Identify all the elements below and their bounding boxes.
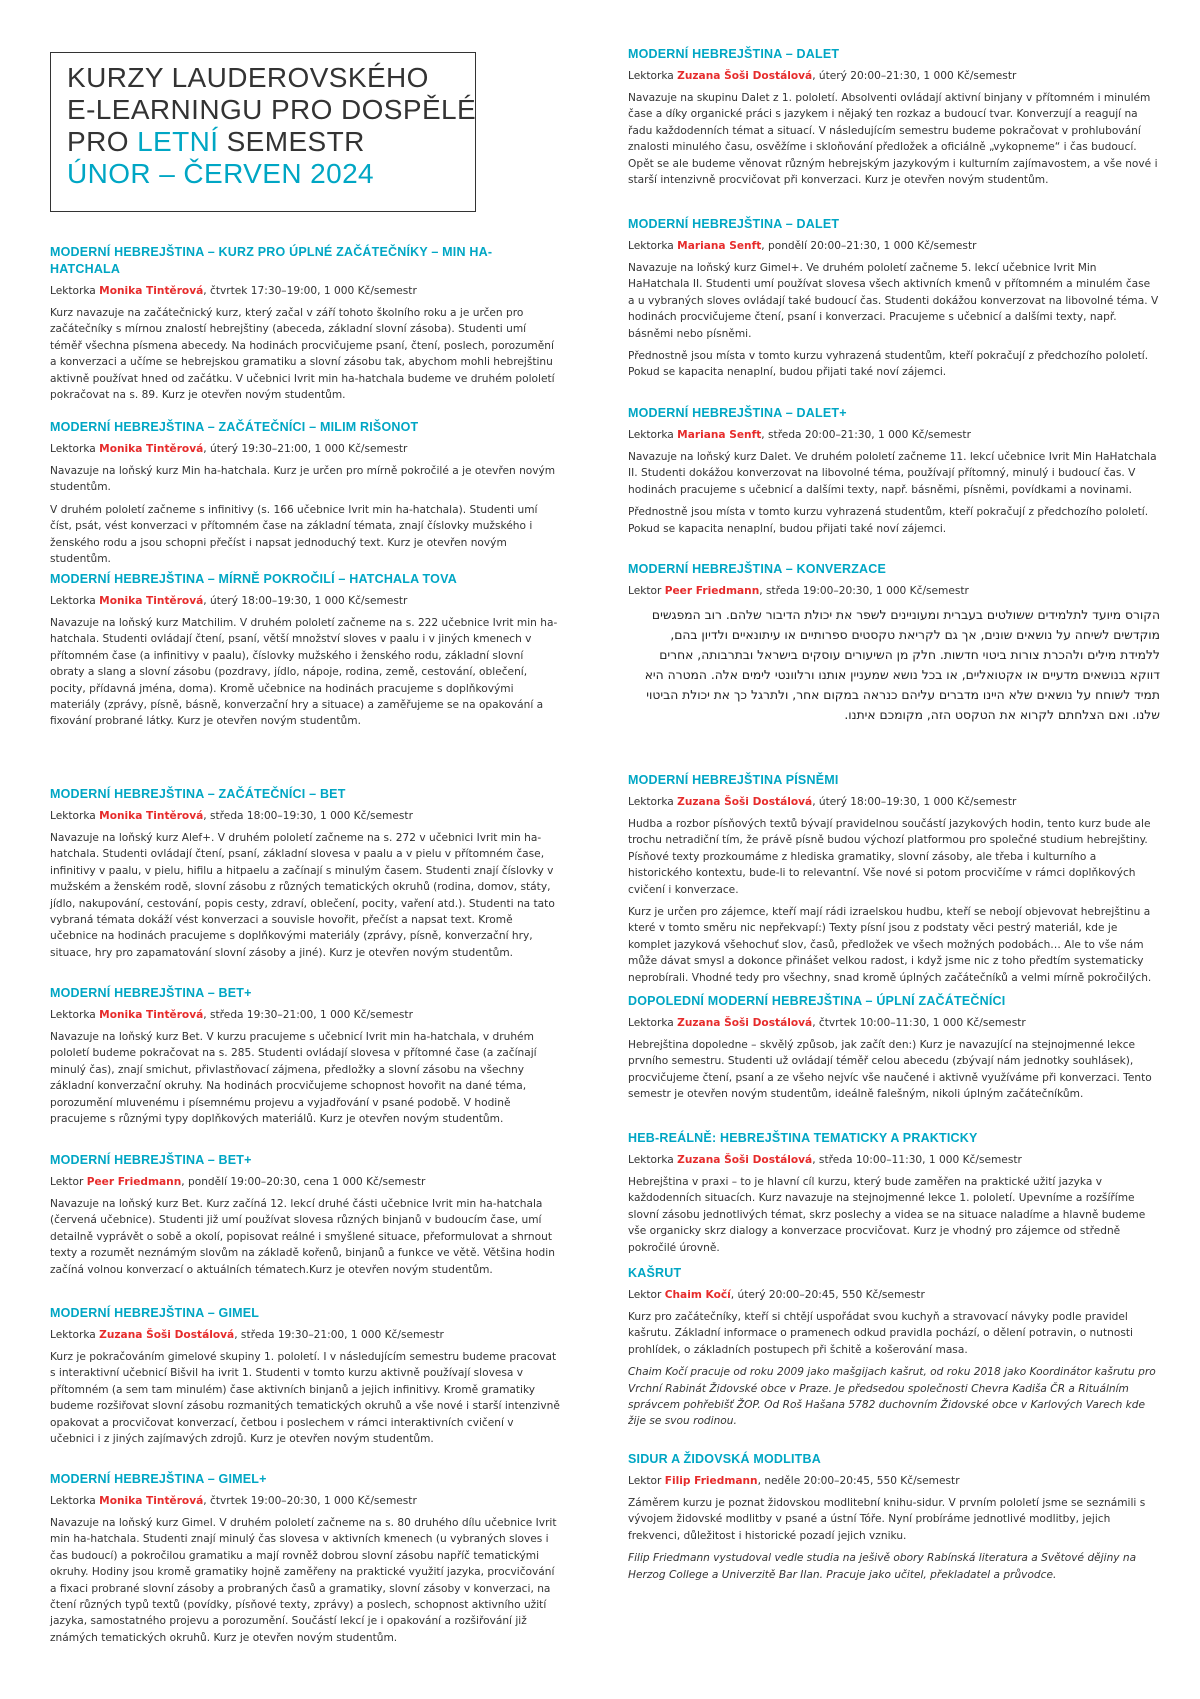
course-description: Hebrejština dopoledne – skvělý způsob, jak začít den:) Kurz je navazující na stejnojmenné lekce prvního semestru. Studenti už ovládají téměř celou abecedu (zbývají nám jednotky souhlásek), procvičujeme čtení, psaní a ze všeho nejvíc vše naučené i aktivně využíváme při konverzaci. Tento semestr je otevřen novým studentům, ideálně falešným, nikoli úplným začátečníkům. (628, 1039, 1152, 1101)
course-meta (50, 1328, 560, 1343)
course-title: MODERNÍ HEBREJŠTINA – BET+ (50, 1153, 252, 1167)
lecturer-name: Peer Friedmann (86, 1176, 182, 1188)
lecturer-name: Zuzana Šoši Dostálová (677, 70, 813, 82)
course-block (628, 216, 1160, 387)
course-title: MODERNÍ HEBREJŠTINA – GIMEL (50, 1306, 260, 1320)
meta-prefix: Lektor (50, 1176, 87, 1188)
course-block (50, 1152, 560, 1284)
meta-prefix: Lektorka (628, 240, 678, 252)
meta-schedule: , úterý 20:00–21:30, 1 000 Kč/semestr (812, 70, 1017, 82)
lecturer-name: Zuzana Šoši Dostálová (677, 796, 813, 808)
course-block (628, 772, 1160, 992)
meta-schedule: , úterý 18:00–19:30, 1 000 Kč/semestr (812, 796, 1017, 808)
meta-schedule: , úterý 19:30–21:00, 1 000 Kč/semestr (203, 443, 408, 455)
course-title: SIDUR A ŽIDOVSKÁ MODLITBA (628, 1452, 821, 1466)
course-description: Navazuje na skupinu Dalet z 1. pololetí. Absolventi ovládají aktivní binjany v přítomném i minulém čase a díky organické práci s jazykem i nějaký ten rozkaz a budoucí tvar. Konverzují a reagují na řadu každodenních témat a situací. V následujícím semestru budeme pokračovat v prohlubování znalosti minulého času, osvěžíme i skloňování předložek a oficiálně „vykopneme“ i čas budoucí. Opět se ale budeme věnovat různým hebrejským jazykovým i kulturním zajímavostem, a vše nové i starší intenzivně procvičovat při konverzaci. Kurz je otevřen novým studentům. (628, 92, 1158, 187)
meta-prefix: Lektorka (628, 796, 678, 808)
course-description: הקורס מיועד לתלמידים ששולטים בעברית ומעוניינים לשפר את יכולת הדיבור שלהם. רוב המפגשים מוקדשים לשיחה על נושאים שונים, אך גם לקריאת טקסטים ספרותיים או עיתונאיים ולדיון בהם, ללמידת מילים ולהכרת צורות ביטוי חדשות. חלק מן השיעורים עוסקים בישראל ובתרבותה, אחרים דווקא בנושאים מדעיים או אקטואליים, או בכל נושא שמעניין אותנו ורלוונטי לימים אלה. המטרה היא תמיד לשוחח על נושאים שלא היינו מדברים עליהם כנראה במקום אחר, ולתרגל כך את יכולת הביטוי שלנו. ואם הצלחתם לקרוא את הטקסט הזה, מקומכם איתנו. (644, 608, 1160, 722)
meta-prefix: Lektorka (628, 1017, 678, 1029)
course-description: Přednostně jsou místa v tomto kurzu vyhrazená studentům, kteří pokračují z předchozího pololetí. Pokud se kapacita nenaplní, budou přijati také noví zájemci. (628, 506, 1149, 535)
course-title: MODERNÍ HEBREJŠTINA – BET+ (50, 986, 252, 1000)
course-description: Hudba a rozbor písňových textů bývají pravidelnou součástí jazykových hodin, tento kurz bude ale trochu netradiční tím, že právě písně budou výchozí platformou pro společné studium hebrejštiny. Písňové texty prozkoumáme z hlediska gramatiky, slovní zásoby, ale třeba i kulturního a historického kontextu, bude-li to relevantní. Vše nové si potom procvičíme v rámci doplňkových cvičení i konverzace. (628, 818, 1151, 896)
meta-schedule: , neděle 20:00–20:45, 550 Kč/semestr (757, 1475, 960, 1487)
lecturer-name: Monika Tintěrová (99, 810, 204, 822)
lecturer-name: Monika Tintěrová (99, 443, 204, 455)
meta-prefix: Lektorka (50, 1495, 100, 1507)
meta-prefix: Lektorka (50, 443, 100, 455)
course-meta (50, 1008, 560, 1023)
meta-prefix: Lektorka (628, 429, 678, 441)
course-meta (628, 1016, 1160, 1031)
meta-prefix: Lektorka (50, 595, 100, 607)
title-dates: ÚNOR – ČERVEN 2024 (67, 158, 375, 189)
course-block (50, 786, 560, 967)
meta-prefix: Lektorka (50, 810, 100, 822)
course-block (628, 405, 1160, 543)
course-meta (50, 1494, 560, 1509)
meta-schedule: , úterý 18:00–19:30, 1 000 Kč/semestr (203, 595, 408, 607)
course-block (50, 1471, 560, 1652)
lecturer-name: Mariana Senft (677, 240, 762, 252)
course-description: Záměrem kurzu je poznat židovskou modlitební knihu-sidur. V prvním pololetí jsme se seznámili s vývojem židovské modlitby v psané a ústní Tóře. Nyní probíráme jednotlivé modlitby, jejich frekvenci, důležitost i historické pozadí jejich vzniku. (628, 1497, 1146, 1542)
lecturer-name: Chaim Kočí (664, 1289, 731, 1301)
meta-prefix: Lektor (628, 1475, 665, 1487)
course-title: MODERNÍ HEBREJŠTINA – ZAČÁTEČNÍCI – BET (50, 787, 346, 801)
course-description: Navazuje na loňský kurz Bet. V kurzu pracujeme s učebnicí Ivrit min ha-hatchala, v druhém pololetí budeme pokračovat na s. 285. Studenti ovládají slovesa v přítomné čase (a začínají minulý čas), znají smichut, přivlastňovací zájmena, předložky a slovní zásobu na všechny základní konverzační okruhy. Na hodinách procvičujeme schopnost hovořit na dané téma, porozumění mluvenému i písemnému projevu a vyjadřování v psané podobě. V hodině pracujeme s různými typy doplňkových materiálů. Kurz je otevřen novým studentům. (50, 1031, 537, 1126)
course-description: Přednostně jsou místa v tomto kurzu vyhrazená studentům, kteří pokračují z předchozího pololetí. Pokud se kapacita nenaplní, budou přijati také noví zájemci. (628, 350, 1149, 379)
lecturer-name: Monika Tintěrová (99, 595, 204, 607)
course-meta (628, 795, 1160, 810)
course-title: MODERNÍ HEBREJŠTINA – KURZ PRO ÚPLNÉ ZAČÁTEČNÍKY – MIN HA-HATCHALA (50, 245, 493, 276)
meta-schedule: , středa 10:00–11:30, 1 000 Kč/semestr (812, 1154, 1022, 1166)
course-description: Navazuje na loňský kurz Dalet. Ve druhém pololetí začneme 11. lekcí učebnice Ivrit Min HaHatchala II. Studenti dokážou konverzovat na libovolné téma, používají přítomný, minulý i budoucí čas. V hodinách pracujeme s učebnicí a dalšími texty, např. básněmi, písněmi, povídkami a novinami. (628, 451, 1157, 496)
course-description: Navazuje na loňský kurz Alef+. V druhém pololetí začneme na s. 272 v učebnici Ivrit min ha-hatchala. Studenti ovládají čtení, psaní, základní slovesa v paalu a v pielu v přítomném čase, infinitivy v paalu, v pielu, hifilu a hitpaelu a začínají s minulým časem. Studenti znají číslovky v mužském a ženském rodě, slovní zásobu z různých tematických okruhů (rodina, domov, státy, jídlo, nakupování, cestování, popis cesty, zdraví, oblečení, pocity, vaření atd.). Studenti na tato vybraná témata dokáží vést konverzaci a souvisle hovořit, přečíst a napsat text. Kromě učebnice na hodinách pracujeme s doplňkovými materiály (zprávy, písně, konverzační hry, situace, hry pro zapamatování slovní zásoby a jiné). Kurz je otevřen novým studentům. (50, 832, 555, 959)
course-title: KAŠRUT (628, 1266, 682, 1280)
course-meta (628, 1153, 1160, 1168)
meta-schedule: , pondělí 19:00–20:30, cena 1 000 Kč/semestr (181, 1176, 426, 1188)
meta-schedule: , středa 19:00–20:30, 1 000 Kč/semestr (759, 585, 969, 597)
course-title: DOPOLEDNÍ MODERNÍ HEBREJŠTINA – ÚPLNÍ ZAČÁTEČNÍCI (628, 994, 1006, 1008)
lecturer-name: Mariana Senft (677, 429, 762, 441)
course-block (628, 993, 1160, 1109)
course-block (50, 244, 560, 409)
course-meta (50, 594, 560, 609)
course-block (50, 419, 560, 573)
lecturer-name: Zuzana Šoši Dostálová (677, 1154, 813, 1166)
lecturer-name: Monika Tintěrová (99, 1009, 204, 1021)
meta-prefix: Lektorka (50, 1009, 100, 1021)
meta-prefix: Lektorka (50, 1329, 100, 1341)
course-description: V druhém pololetí začneme s infinitivy (s. 166 učebnice Ivrit min ha-hatchala). Studenti umí číst, psát, vést konverzaci v přítomném čase na základní témata, znají číslovky mužského i ženského rodu a jsou schopni přečíst i napsat jednoduchý text. Kurz je otevřen novým studentům. (50, 503, 538, 566)
course-title: MODERNÍ HEBREJŠTINA – DALET (628, 217, 840, 231)
course-description: Kurz je pokračováním gimelové skupiny 1. pololetí. I v následujícím semestru budeme pracovat s interaktivní učebnicí Bišvil ha ivrit 1. Studenti v tomto kurzu aktivně používají slovesa v přítomném (a sem tam minulém) čase aktivních binjanů a jejich infinitivy. Kromě gramatiky budeme rozšiřovat slovní zásobu rozmanitých tematických okruhů a vše nové i starší intenzivně opakovat a procvičovat konverzací, četbou i poslechem v rámci interaktivních cvičení v učebnici i z jiných zajímavých zdrojů. Kurz je otevřen novým studentům. (50, 1351, 560, 1446)
meta-schedule: , středa 18:00–19:30, 1 000 Kč/semestr (203, 810, 413, 822)
course-description: Navazuje na loňský kurz Gimel. V druhém pololetí začneme na s. 80 druhého dílu učebnice Ivrit min ha-hatchala. Studenti znají minulý čas slovesa v aktivních kmenech (u vybraných sloves i čas budoucí) a pokročilou gramatiku a mají rovněž dobrou slovní zásobu napříč tematickými okruhy. Hodiny jsou kromě gramatiky hojně zaměřeny na praktické využití jazyka, procvičování a fixaci probrané slovní zásoby a probraných časů a gramatiky, slovní zásoby v konverzaci, na čtení různých typů textů (povídky, písňové texty, zprávy) a poslech, schopnost aktivního užití jazyka, samostatného projevu a porozumění. Součástí lekcí je i opakování a rozšiřování již známých tematických okruhů. Kurz je otevřen novým studentům. (50, 1517, 557, 1644)
meta-schedule: , pondělí 20:00–21:30, 1 000 Kč/semestr (761, 240, 977, 252)
course-block (50, 985, 560, 1133)
course-meta (628, 1288, 1160, 1303)
title-line-3-pre: PRO (67, 126, 138, 157)
course-meta (628, 584, 1160, 599)
course-block (628, 561, 1160, 731)
course-title: MODERNÍ HEBREJŠTINA – KONVERZACE (628, 562, 887, 576)
course-description: Kurz navazuje na začátečnický kurz, který začal v září tohoto školního roku a je určen pro začátečníky s mírnou znalostí hebrejštiny (abeceda, základní slovní zásoba). Studenti umí téměř všechna písmena abecedy. Na hodinách procvičujeme psaní, čtení, poslech, porozumění a konverzaci a učíme se hebrejskou gramatiku a slovní zásobu tak, abychom mohli hebrejštinu aktivně používat hned od začátku. V učebnici Ivrit min ha-hatchala budeme ve druhém pololetí pokračovat na s. 89. Kurz je otevřen novým studentům. (50, 307, 555, 402)
course-meta (50, 442, 560, 457)
course-title: HEB-REÁLNĚ: HEBREJŠTINA TEMATICKY A PRAKTICKY (628, 1131, 978, 1145)
course-meta (628, 69, 1160, 84)
title-accent-summer: LETNÍ (137, 126, 219, 157)
lecturer-name: Monika Tintěrová (99, 1495, 204, 1507)
course-block (50, 571, 560, 736)
course-block (628, 1130, 1160, 1262)
meta-schedule: , úterý 20:00–20:45, 550 Kč/semestr (730, 1289, 925, 1301)
meta-schedule: , čtvrtek 17:30–19:00, 1 000 Kč/semestr (203, 285, 417, 297)
course-title: MODERNÍ HEBREJŠTINA – DALET (628, 47, 840, 61)
meta-schedule: , čtvrtek 19:00–20:30, 1 000 Kč/semestr (203, 1495, 417, 1507)
lecturer-bio: Chaim Kočí pracuje od roku 2009 jako mašgijach kašrut, od roku 2018 jako Koordinátor kašrutu pro Vrchní Rabinát Židovské obce v Praze. Je předsedou společnosti Chevra Kadiša ČR a Rituálním správcem pohřebišť ŽOP. Od Roš Hašana 5782 duchovním Židovské obce v Karlových Varech kde žije se svou rodinou. (628, 1366, 1156, 1428)
course-description: Navazuje na loňský kurz Matchilim. V druhém pololetí začneme na s. 222 učebnice Ivrit min ha-hatchala. Studenti ovládají čtení, psaní, větší množství sloves v paalu i v jiných kmenech v přítomném čase (a infinitivy v paalu), číslovky mužského i ženského rodu, základní slovní obraty a slang a slovní zásobu (pozdravy, jídlo, nápoje, rodina, země, cestování, oblečení, pocity, přídavná jména, doma). Kromě učebnice na hodinách pracujeme s doplňkovými materiály (zprávy, písně, básně, konverzační hry a situace) a zaměřujeme se na opakování a fixování probrané látky. Kurz je otevřen novým studentům. (50, 617, 558, 728)
course-meta (50, 284, 560, 299)
course-description: Kurz pro začátečníky, kteří si chtějí uspořádat svou kuchyň a stravovací návyky podle pravidel kašrutu. Základní informace o pramenech odkud pravidla pochází, o dělení potravin, o nutnosti prohlídek, o základních postupech při šchitě a košerování masa. (628, 1311, 1133, 1356)
course-block (50, 1305, 560, 1453)
meta-prefix: Lektorka (628, 70, 678, 82)
course-block (628, 1451, 1160, 1589)
course-block (628, 1265, 1160, 1436)
meta-schedule: , čtvrtek 10:00–11:30, 1 000 Kč/semestr (812, 1017, 1026, 1029)
course-meta (628, 1474, 1160, 1489)
title-box (50, 52, 476, 212)
course-description: Navazuje na loňský kurz Min ha-hatchala. Kurz je určen pro mírně pokročilé a je otevřen novým studentům. (50, 465, 556, 494)
meta-prefix: Lektor (628, 585, 665, 597)
course-description: Navazuje na loňský kurz Bet. Kurz začíná 12. lekcí druhé části učebnice Ivrit min ha-hatchala (červená učebnice). Studenti již umí používat slovesa různých binjanů v budoucím čase, umí detailně vyprávět o sobě a okolí, popisovat reálné i smyšlené situace, přeformulovat a shrnout texty a rozumět neznámým slovům na základě kořenů, binjanů a funkce ve větě. Většina hodin začíná volnou konverzací o aktuálních tématech.Kurz je otevřen novým studentům. (50, 1198, 555, 1276)
lecturer-name: Zuzana Šoši Dostálová (677, 1017, 813, 1029)
meta-schedule: , středa 19:30–21:00, 1 000 Kč/semestr (203, 1009, 413, 1021)
course-meta (50, 1175, 560, 1190)
course-description: Navazuje na loňský kurz Gimel+. Ve druhém pololetí začneme 5. lekcí učebnice Ivrit Min HaHatchala II. Studenti umí používat slovesa všech aktivních kmenů v přítomném a minulém čase a u vybraných sloves ovládají také budoucí čas. Studenti dokážou konverzovat na libovolné téma. V hodinách procvičujeme čtení, psaní i konverzaci. Pracujeme s učebnicí a dalšími texty, např. básněmi nebo písněmi. (628, 262, 1159, 340)
lecturer-bio: Filip Friedmann vystudoval vedle studia na ješivě obory Rabínská literatura a Světové dějiny na Herzog College a Univerzitě Bar Ilan. Pracuje jako učitel, překladatel a průvodce. (628, 1552, 1137, 1581)
course-title: MODERNÍ HEBREJŠTINA PÍSNĚMI (628, 773, 839, 787)
title-line-2: E-LEARNINGU PRO DOSPĚLÉ (67, 94, 477, 125)
title-line-3-post: SEMESTR (218, 126, 365, 157)
course-title: MODERNÍ HEBREJŠTINA – GIMEL+ (50, 1472, 267, 1486)
meta-schedule: , středa 19:30–21:00, 1 000 Kč/semestr (234, 1329, 444, 1341)
meta-prefix: Lektor (628, 1289, 665, 1301)
course-block (628, 46, 1160, 194)
course-title: MODERNÍ HEBREJŠTINA – MÍRNĚ POKROČILÍ – HATCHALA TOVA (50, 572, 457, 586)
course-meta (50, 809, 560, 824)
course-title: MODERNÍ HEBREJŠTINA – ZAČÁTEČNÍCI – MILIM RIŠONOT (50, 420, 419, 434)
lecturer-name: Peer Friedmann (664, 585, 760, 597)
meta-prefix: Lektorka (50, 285, 100, 297)
lecturer-name: Zuzana Šoši Dostálová (99, 1329, 235, 1341)
course-meta (628, 428, 1160, 443)
title-line-1: KURZY LAUDEROVSKÉHO (67, 62, 429, 93)
course-description: Kurz je určen pro zájemce, kteří mají rádi izraelskou hudbu, kteří se nebojí objevovat hebrejštinu a které v tomto směru nic nepřekvapí:) Texty písní jsou z podstaty věci pestrý materiál, kde je komplet jazyková všehochuť slov, časů, předložek ve všech možných podobách… Ale to vše nám může dávat smysl a dokonce přinášet velkou radost, i když jsme nic z toho předtím systematicky neprobírali. Vhodné tedy pro všechny, snad kromě úplných začátečníků a velmi mírně pokročilých. (628, 906, 1152, 984)
lecturer-name: Monika Tintěrová (99, 285, 204, 297)
lecturer-name: Filip Friedmann (664, 1475, 758, 1487)
title-line-3 (67, 126, 461, 158)
meta-schedule: , středa 20:00–21:30, 1 000 Kč/semestr (761, 429, 971, 441)
course-meta (628, 239, 1160, 254)
course-description: Hebrejština v praxi – to je hlavní cíl kurzu, který bude zaměřen na praktické užití jazyka v každodenních situacích. Kurz navazuje na stejnojmenné lekce 1. pololetí. Upevníme a rozšíříme slovní zásobu jednotlivých témat, skrz poslechy a videa se na situace naladíme a hlavně budeme vše organicky skrz dialogy a konverzace procvičovat. Kurz je vhodný pro zájemce od středně pokročilé úrovně. (628, 1176, 1146, 1254)
course-title: MODERNÍ HEBREJŠTINA – DALET+ (628, 406, 847, 420)
meta-prefix: Lektorka (628, 1154, 678, 1166)
